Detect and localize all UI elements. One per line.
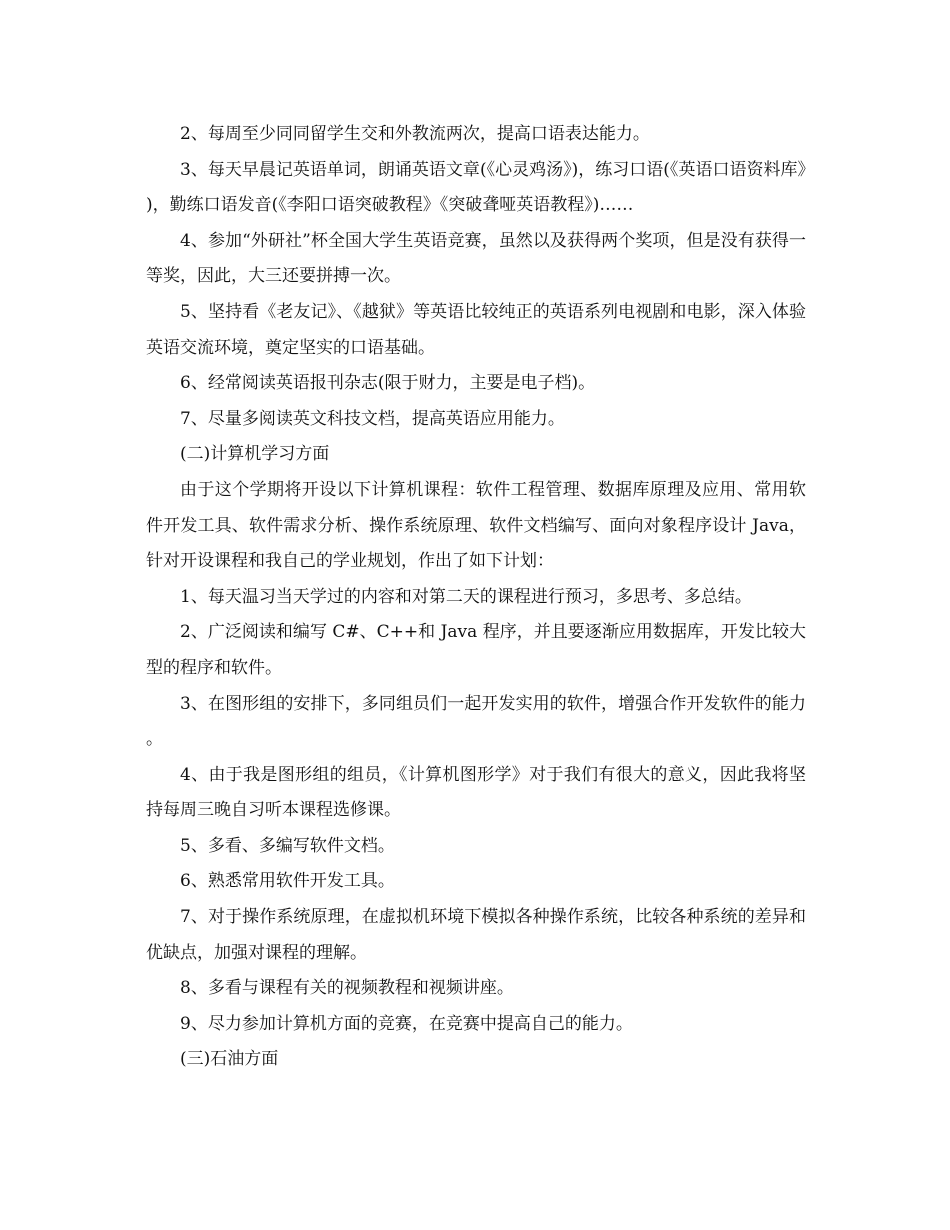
paragraph: 3、每天早晨记英语单词，朗诵英语文章(《心灵鸡汤》)，练习口语(《英语口语资料库》)，勤练口语发音(《李阳口语突破教程》《突破聋哑英语教程》)…… [146, 159, 806, 216]
paragraph: 6、熟悉常用软件开发工具。 [180, 871, 395, 892]
paragraph: 3、在图形组的安排下，多同组员们一起开发实用的软件，增强合作开发软件的能力。 [146, 693, 806, 750]
paragraph: 5、坚持看《老友记》、《越狱》等英语比较纯正的英语系列电视剧和电影，深入体验英语交流环境，奠定坚实的口语基础。 [146, 301, 806, 358]
section-heading-computer: (二)计算机学习方面 [180, 444, 330, 465]
paragraph: 5、多看、多编写软件文档。 [180, 835, 395, 856]
paragraph: 9、尽力参加计算机方面的竞赛，在竞赛中提高自己的能力。 [180, 1013, 633, 1034]
document-page [146, 117, 806, 1078]
paragraph: 2、广泛阅读和编写 C#、C++和 Java 程序，并且要逐渐应用数据库，开发比较大型的程序和软件。 [146, 622, 806, 678]
paragraph: 6、经常阅读英语报刊杂志(限于财力，主要是电子档)。 [180, 373, 596, 394]
paragraph: 4、由于我是图形组的组员，《计算机图形学》对于我们有很大的意义，因此我将坚持每周三晚自习听本课程选修课。 [146, 764, 806, 821]
paragraph: 2、每周至少同同留学生交和外教流两次，提高口语表达能力。 [180, 124, 650, 144]
paragraph: 7、对于操作系统原理，在虚拟机环境下模拟各种操作系统，比较各种系统的差异和优缺点，加强对课程的理解。 [146, 907, 806, 963]
paragraph: 7、尽量多阅读英文科技文档，提高英语应用能力。 [180, 408, 565, 429]
paragraph: 8、多看与课程有关的视频教程和视频讲座。 [180, 978, 514, 999]
paragraph: 1、每天温习当天学过的内容和对第二天的课程进行预习，多思考、多总结。 [180, 586, 752, 607]
paragraph: 4、参加“外研社”杯全国大学生英语竞赛，虽然以及获得两个奖项，但是没有获得一等奖，因此，大三还要拼搏一次。 [146, 230, 806, 287]
section-heading-petroleum: (三)石油方面 [180, 1049, 279, 1070]
paragraph: 由于这个学期将开设以下计算机课程：软件工程管理、数据库原理及应用、常用软件开发工具、软件需求分析、操作系统原理、软件文档编写、面向对象程序设计 Java，针对开设课程和我自己的学业规划，作出了如下计划： [146, 479, 806, 572]
